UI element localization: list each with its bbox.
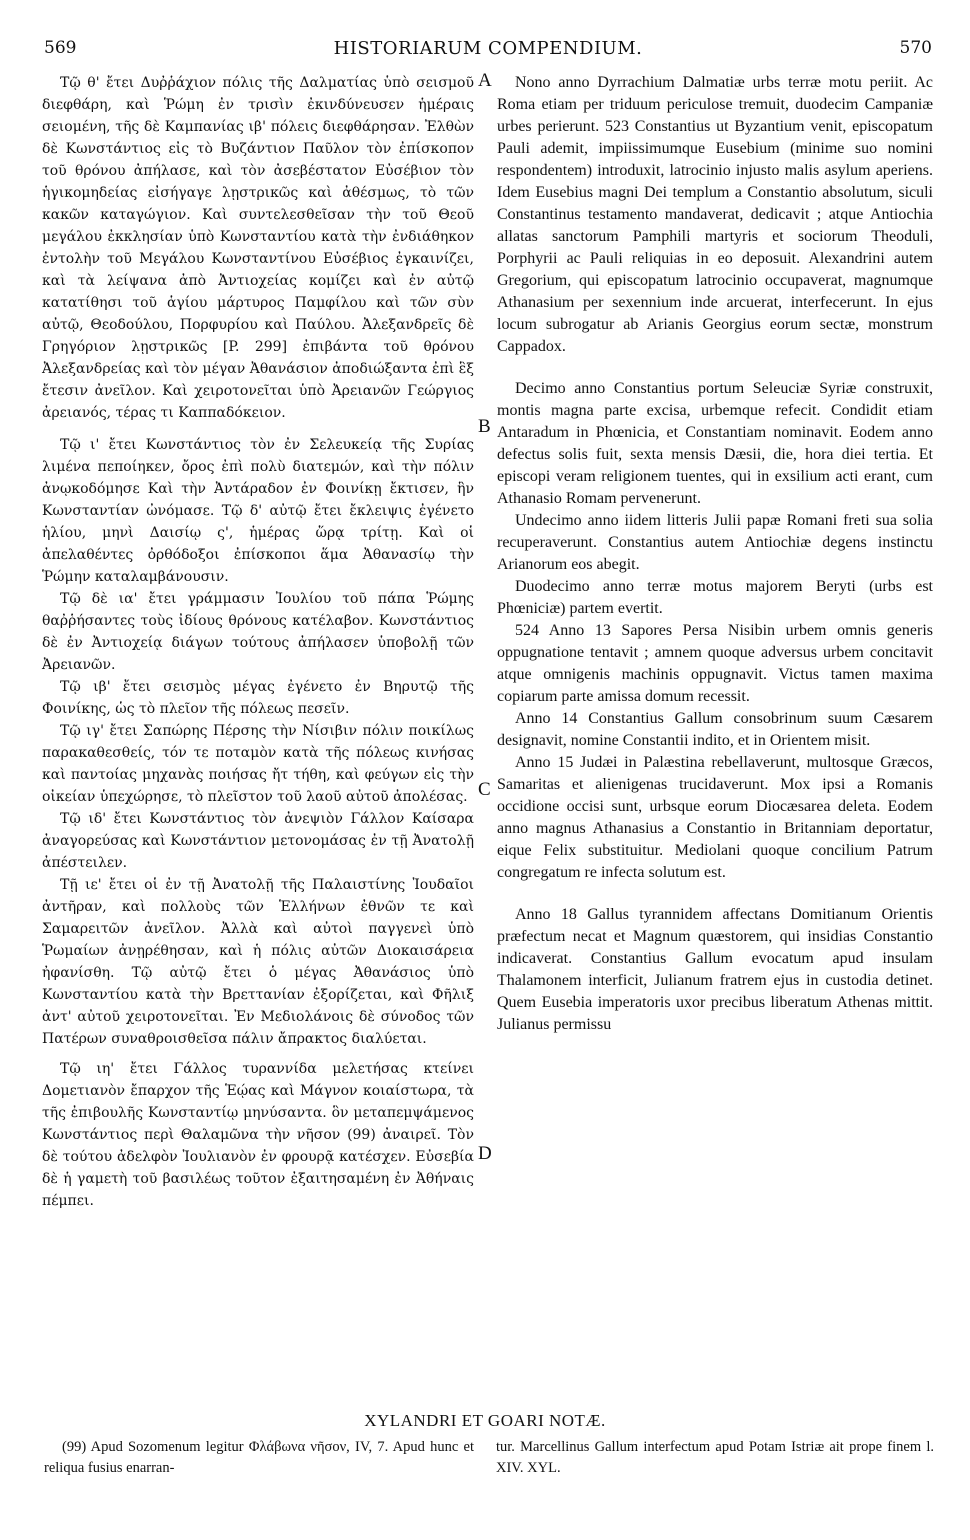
greek-paragraph: Τῷ δὲ ια' ἔτει γράμμασιν Ἰουλίου τοῦ πάπα Ῥώμης θαῤῥήσαντες τοὺς ἰδίους θρόνους κατέλαβον. Κωνστάντιος δὲ ἐν Ἀντιοχείᾳ διάγων τούτους ἀπήλασεν ὑποβολῇ τῶν Ἀρειανῶν. [42,591,474,673]
margin-mark-c: C [478,779,491,800]
greek-column [42,72,474,1212]
footnote-text: (99) Apud Sozomenum legitur Φλάβωνα νῆσον, IV, 7. Apud hunc et reliqua fusius enarran- [44,1439,474,1476]
running-header [44,38,932,64]
footnote-text: tur. Marcellinus Gallum interfectum apud Potam Istriæ ait prope finem l. XIV. XYL. [496,1439,934,1476]
latin-paragraph: Nono anno Dyrrachium Dalmatiæ urbs terræ motu periit. Ac Roma etiam per triduum periculose tremuit, duodecim Campaniæ urbes perierunt. 523 Constantius ut Byzantium venit, episcopatum Pauli ademit, impiissimumque Eusebium (minime suo nomini respondentem) introduxit, latrocinio injusto malis asylum aperiens. Idem Eusebius magni Dei templum a Constantio absolutum, siculi Constantinus testamento mandaverat, dedicavit ; atque Antiochia allatas sanctorum Pamphili martyris et sociorum Theoduli, Porphyrii ac Pauli reliquias in eo deposuit. Alexandrini autem Gregorium, qui episcopatum latrocinio occupaverat, magnumque Athanasium per sexennium inde arcuerat, interfecerunt. In ejus locum subrogatur ab Arianis Georgius eorum sectæ, monstrum Cappadox. [497,74,933,355]
notes-right-column [496,1437,934,1479]
margin-mark-d: D [478,1143,492,1164]
running-title: HISTORIARUM COMPENDIUM. [333,38,643,59]
greek-paragraph: Τῷ θ' ἔτει Δυῤῥάχιον πόλις τῆς Δαλματίας ὑπὸ σεισμοῦ διεφθάρη, καὶ Ῥώμη ἐν τρισὶν ἐκινδύνευσεν ἡμέραις σειομένη, τῆς δὲ Καμπανίας ιβ' πόλεις διεφθάρησαν. Ἐλθὼν δὲ Κωνστάντιος εἰς τὸ Βυζάντιον Παῦλον τὸν ἐπίσκοπον τοῦ θρόνου ἀπήλασε, καὶ τὸν ἀσεβέστατον Εὐσέβιον τὸν ἡγικομηδείας εἰσήγαγε λῃστρικῶς καὶ ἀθέσμως, τὸ τῶν κακῶν καταγώγιον. Καὶ συντελεσθεῖσαν τὴν τοῦ Θεοῦ μεγάλου ἐκκλησίαν ὑπὸ Κωνσταντίου κατὰ τὴν ἐνδιάθηκον ἐντολὴν τοῦ Μεγάλου Κωνσταντίνου Εὐσέβιος ἐγκαινίζει, καὶ τὰ λείψανα ἀπὸ Ἀντιοχείας κομίζει καὶ ἐν αὐτῷ κατατίθησι τοῦ ἁγίου μάρτυρος Παμφίλου καὶ τῶν σὺν αὐτῷ, Θεοδούλου, Πορφυρίου καὶ Παύλου. Ἀλεξανδρεῖς δὲ Γρηγόριον λῃστρικῶς [P. 299] ἐπιβάντα τοῦ θρόνου Ἀλεξανδρείας καὶ τὸν μέγαν Ἀθανάσιον ἀποδιώξαντα ἐπὶ ἓξ ἔτεσιν ἀνεῖλον. Καὶ χειροτονεῖται ὑπὸ Ἀρειανῶν Γεώργιος ἀρειανός, τέρας τι Καππαδόκειον. [42,75,474,421]
greek-paragraph: Τῇ ιε' ἔτει οἱ ἐν τῇ Ἀνατολῇ τῆς Παλαιστίνης Ἰουδαῖοι ἀντῆραν, καὶ πολλοὺς τῶν Ἑλλήνων ἐθνῶν τε καὶ Σαμαρειτῶν ἀνεῖλον. Ἀλλὰ καὶ αὐτοὶ παγγενεὶ ὑπὸ Ῥωμαίων ἀνῃρέθησαν, καὶ ἡ πόλις αὐτῶν Διοκαισάρεια ἠφανίσθη. Τῷ αὐτῷ ἔτει ὁ μέγας Ἀθανάσιος ὑπὸ Κωνσταντίου κατὰ τὴν Βρεττανίαν ἐξορίζεται, καὶ Φῆλιξ ἀντ' αὐτοῦ χειροτονεῖται. Ἐν Μεδιολάνοις δὲ σύνοδος τῶν Πατέρων συναθροισθεῖσα πάλιν ἄπρακτος διαλύεται. [42,877,474,1047]
greek-paragraph: Τῷ ιγ' ἔτει Σαπώρης Πέρσης τὴν Νίσιβιν πόλιν ποικίλως παρακαθεσθείς, τόν τε ποταμὸν κατὰ τῆς πόλεως κινήσας καὶ παντοίας μηχανὰς ποιήσας ἤτ τήθη, καὶ φεύγων εἰς τὴν οἰκείαν ὑπεχώρησε, τὸ πλεῖστον τοῦ λαοῦ αὐτοῦ ἀπολέσας. [42,723,474,805]
margin-mark-a: A [478,70,492,91]
latin-paragraph: 524 Anno 13 Sapores Persa Nisibin urbem omnis generis oppugnatione tentavit ; amnem quoque adversus urbem concitavit atque omnigenis machinis oppugnavit. Victus tamen maxima copiarum parte amissa domum recessit. [497,622,933,705]
notes-heading: XYLANDRI ET GOARI NOTÆ. [364,1411,606,1430]
greek-paragraph: Τῷ ιη' ἔτει Γάλλος τυραννίδα μελετήσας κτείνει Δομετιανὸν ἔπαρχον τῆς Ἑῴας καὶ Μάγνον κοιαίστωρα, τὰ τῆς ἐπιβουλῆς Κωνσταντίῳ μηνύσαντα. ὃν μεταπεμψάμενος Κωνστάντιος περὶ Θαλαμῶνα τὴν νῆσον (99) ἀναιρεῖ. Τὸν δὲ τούτου ἀδελφὸν Ἰουλιανὸν ἐν φρουρᾷ κατέσχεν. Εὐσεβία δὲ ἡ γαμετὴ τοῦ βασιλέως τοῦτον ἐξαιτησαμένη ἐν Ἀθήναις πέμπει. [42,1061,474,1209]
latin-column [497,72,933,1036]
greek-paragraph: Τῷ ι' ἔτει Κωνστάντιος τὸν ἐν Σελευκείᾳ τῆς Συρίας λιμένα πεποίηκεν, ὄρος ἐπὶ πολὺ διατεμών, καὶ τὴν πόλιν ἀνῳκοδόμησε Καὶ τὴν Ἀντάραδον ἐν Φοινίκῃ ἔκτισεν, ἣν Κωνσταντίαν ὠνόμασε. Τῷ δ' αὐτῷ ἔτει ἔκλειψις ἐγένετο ἡλίου, μηνὶ Δαισίῳ ς', ἡμέρας ὥρᾳ τρίτῃ. Καὶ οἱ ἀπελαθέντες ὀρθόδοξοι ἐπίσκοποι ἅμα Ἀθανασίῳ τὴν Ῥώμην καταλαμβάνουσιν. [42,437,474,585]
latin-paragraph: Anno 15 Judæi in Palæstina rebellaverunt, multosque Græcos, Samaritas et alienigenas trucidaverunt. Mox ipsi a Romanis occidione occisi sunt, urbsque eorum Diocæsarea deleta. Eodem anno magnus Athanasius a Constantio in Britanniam deportatur, eique Felix substituitur. Mediolani quoque concilium Patrum congregatum re infecta solutum est. [497,754,933,881]
page-number-left: 569 [44,38,77,58]
page-number-right: 570 [899,38,932,58]
notes-left-column [44,1437,474,1479]
latin-paragraph: Anno 14 Constantius Gallum consobrinum suum Cæsarem designavit, nomine Constantii indito, et in Orientem misit. [497,710,933,749]
margin-mark-b: B [478,416,491,437]
latin-paragraph: Undecimo anno iidem litteris Julii papæ Romani freti sua solia recuperaverunt. Constantius autem Antiochiæ degens instinctu Arianorum eos abegit. [497,512,933,573]
greek-paragraph: Τῷ ιδ' ἔτει Κωνστάντιος τὸν ἀνεψιὸν Γάλλον Καίσαρα ἀναγορεύσας καὶ Κωνστάντιον μετονομάσας ἐν τῇ Ἀνατολῇ ἀπέστειλεν. [42,811,474,871]
greek-paragraph: Τῷ ιβ' ἔτει σεισμὸς μέγας ἐγένετο ἐν Βηρυτῷ τῆς Φοινίκης, ὡς τὸ πλεῖον τῆς πόλεως πεσεῖν. [42,679,474,717]
latin-paragraph: Duodecimo anno terræ motus majorem Beryti (urbs est Phœniciæ) partem evertit. [497,578,933,617]
latin-paragraph: Decimo anno Constantius portum Seleuciæ Syriæ construxit, montis magna parte excisa, urbemque refecit. Condidit etiam Antaradum in Phœnicia, et Constantiam nominavit. Eodem anno defectus solis fuit, sexta mensis Dæsii, die, hora diei tertia. Et episcopi veram religionem tuentes, qui in exsilium acti erant, cum Athanasio Romam pervenerunt. [497,380,933,507]
latin-paragraph: Anno 18 Gallus tyrannidem affectans Domitianum Orientis præfectum necat et Magnum quæstorem, qui insidias Constantio indicaverat. Constantius Gallum evocatum apud insulam Thalamonem interficit, Julianum fratrem ejus in custodia detinet. Quem Eusebia imperatoris uxor precibus liberatum Athenas mittit. Julianus permissu [497,906,933,1033]
